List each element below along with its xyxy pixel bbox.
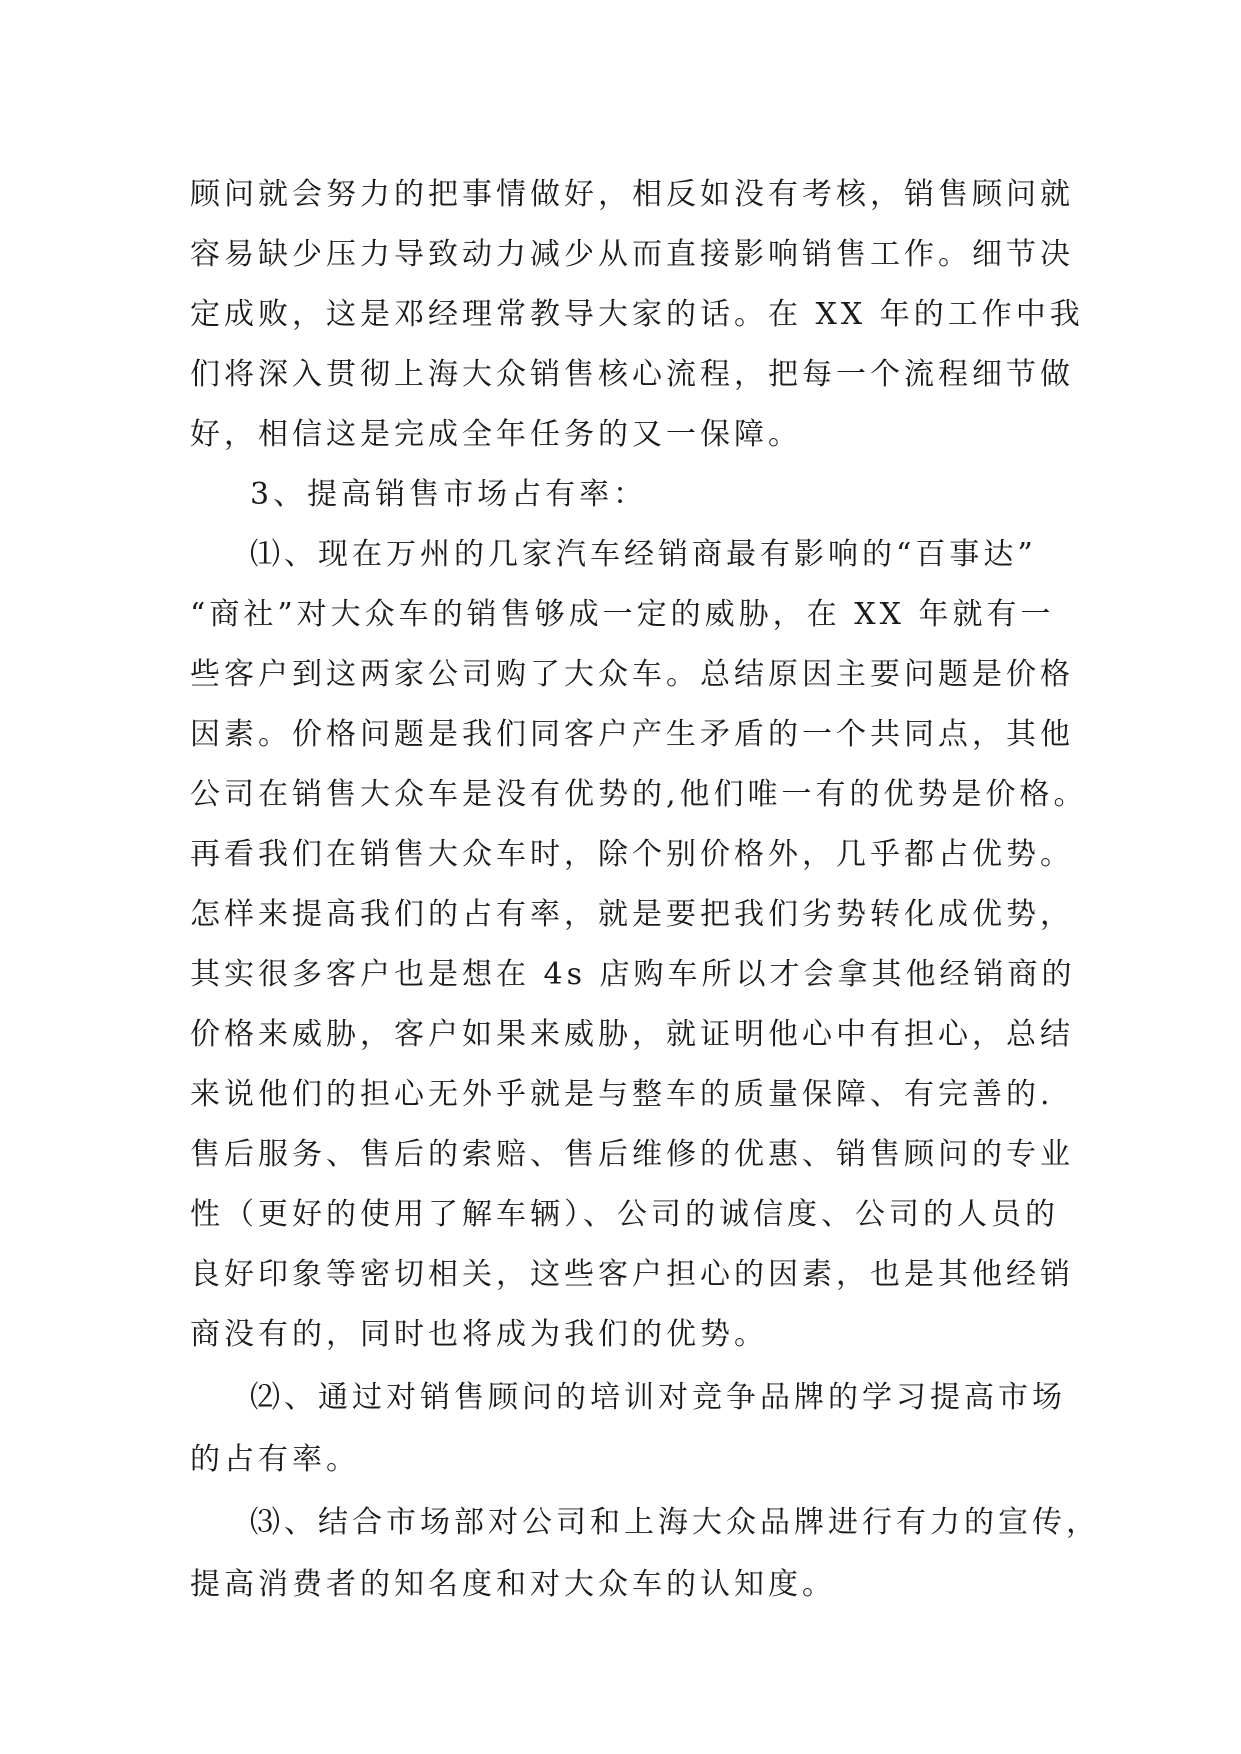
text-line: 3、提高销售市场占有率： (250, 477, 648, 512)
text-line: 们将深入贯彻上海大众销售核心流程，把每一个流程细节做 (190, 357, 1074, 392)
text-line: 良好印象等密切相关，这些客户担心的因素，也是其他经销 (190, 1257, 1074, 1292)
text-line: 公司在销售大众车是没有优势的,他们唯一有的优势是价格。 (190, 777, 1088, 812)
text-line: 好，相信这是完成全年任务的又一保障。 (190, 417, 802, 452)
text-line: 商没有的，同时也将成为我们的优势。 (190, 1317, 768, 1352)
text-line: “商社”对大众车的销售够成一定的威胁，在 XX 年就有一 (190, 597, 1055, 632)
text-line: 性（更好的使用了解车辆）、公司的诚信度、公司的人员的 (190, 1197, 1059, 1232)
text-line: 来说他们的担心无外乎就是与整车的质量保障、有完善的. (190, 1077, 1054, 1112)
text-line: 售后服务、售后的索赔、售后维修的优惠、销售顾问的专业 (190, 1137, 1074, 1172)
text-line: 价格来威胁，客户如果来威胁，就证明他心中有担心，总结 (190, 1017, 1074, 1052)
text-line: 容易缺少压力导致动力减少从而直接影响销售工作。细节决 (190, 237, 1074, 272)
text-line: 顾问就会努力的把事情做好，相反如没有考核，销售顾问就 (190, 177, 1074, 212)
text-line: 再看我们在销售大众车时，除个别价格外，几乎都占优势。 (190, 837, 1074, 872)
text-line: 些客户到这两家公司购了大众车。总结原因主要问题是价格 (190, 657, 1074, 692)
text-line: ⑵、通过对销售顾问的培训对竞争品牌的学习提高市场 (250, 1380, 1066, 1415)
text-line: ⑶、结合市场部对公司和上海大众品牌进行有力的宣传， (250, 1505, 1100, 1540)
text-line: 怎样来提高我们的占有率，就是要把我们劣势转化成优势， (190, 897, 1074, 932)
text-line: 其实很多客户也是想在 4s 店购车所以才会拿其他经销商的 (190, 957, 1076, 992)
text-line: 定成败，这是邓经理常教导大家的话。在 XX 年的工作中我 (190, 297, 1084, 332)
text-line: 的占有率。 (190, 1442, 360, 1477)
text-line: 因素。价格问题是我们同客户产生矛盾的一个共同点，其他 (190, 717, 1074, 752)
text-line: 提高消费者的知名度和对大众车的认知度。 (190, 1567, 836, 1602)
body-text (190, 165, 1100, 1615)
text-line: ⑴、现在万州的几家汽车经销商最有影响的“百事达” (250, 537, 1037, 572)
